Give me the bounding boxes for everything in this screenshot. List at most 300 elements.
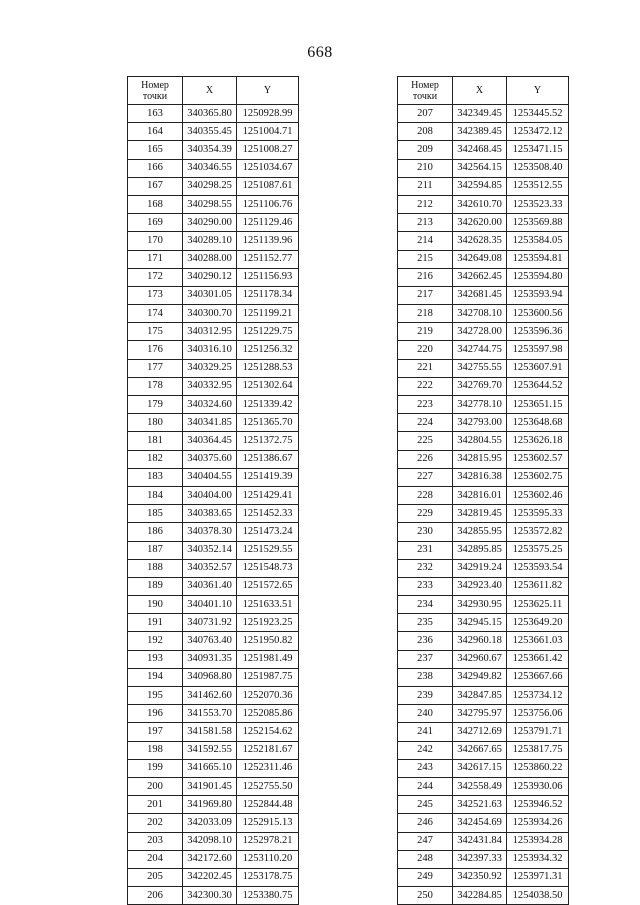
point-number-cell: 229 bbox=[398, 505, 453, 523]
point-number-cell: 166 bbox=[128, 159, 183, 177]
point-number-cell: 243 bbox=[398, 759, 453, 777]
x-coordinate-cell: 342558.49 bbox=[453, 777, 507, 795]
y-coordinate-cell: 1252755.50 bbox=[237, 777, 299, 795]
x-coordinate-cell: 342816.38 bbox=[453, 468, 507, 486]
y-coordinate-cell: 1253661.03 bbox=[507, 632, 569, 650]
y-coordinate-cell: 1251139.96 bbox=[237, 232, 299, 250]
table-row bbox=[128, 887, 299, 905]
x-coordinate-cell: 342300.30 bbox=[183, 887, 237, 905]
y-coordinate-cell: 1253471.15 bbox=[507, 141, 569, 159]
point-number-cell: 205 bbox=[128, 868, 183, 886]
point-number-cell: 178 bbox=[128, 377, 183, 395]
y-coordinate-cell: 1253611.82 bbox=[507, 577, 569, 595]
point-number-cell: 226 bbox=[398, 450, 453, 468]
y-coordinate-cell: 1253512.55 bbox=[507, 177, 569, 195]
x-coordinate-cell: 342564.15 bbox=[453, 159, 507, 177]
x-coordinate-cell: 342728.00 bbox=[453, 323, 507, 341]
point-number-cell: 190 bbox=[128, 596, 183, 614]
x-coordinate-cell: 342930.95 bbox=[453, 596, 507, 614]
coordinates-table-left bbox=[127, 76, 299, 905]
point-number-cell: 196 bbox=[128, 705, 183, 723]
x-coordinate-cell: 340378.30 bbox=[183, 523, 237, 541]
point-number-header-line1: Номер bbox=[411, 79, 439, 91]
table-row bbox=[128, 814, 299, 832]
x-coordinate-cell: 342431.84 bbox=[453, 832, 507, 850]
y-coordinate-cell: 1253572.82 bbox=[507, 523, 569, 541]
y-coordinate-cell: 1253110.20 bbox=[237, 850, 299, 868]
point-number-cell: 219 bbox=[398, 323, 453, 341]
table-row bbox=[128, 559, 299, 577]
x-header: X bbox=[453, 77, 507, 105]
y-coordinate-cell: 1251256.32 bbox=[237, 341, 299, 359]
x-coordinate-cell: 340324.60 bbox=[183, 396, 237, 414]
point-number-cell: 192 bbox=[128, 632, 183, 650]
table-header-row bbox=[128, 77, 299, 105]
point-number-cell: 245 bbox=[398, 796, 453, 814]
y-coordinate-cell: 1253644.52 bbox=[507, 377, 569, 395]
table-row bbox=[128, 123, 299, 141]
y-coordinate-cell: 1251178.34 bbox=[237, 286, 299, 304]
point-number-cell: 171 bbox=[128, 250, 183, 268]
x-coordinate-cell: 342350.92 bbox=[453, 868, 507, 886]
x-coordinate-cell: 342649.08 bbox=[453, 250, 507, 268]
y-coordinate-cell: 1253380.75 bbox=[237, 887, 299, 905]
point-number-cell: 189 bbox=[128, 577, 183, 595]
y-coordinate-cell: 1251981.49 bbox=[237, 650, 299, 668]
point-number-cell: 169 bbox=[128, 214, 183, 232]
x-coordinate-cell: 342521.63 bbox=[453, 796, 507, 814]
x-coordinate-cell: 340312.95 bbox=[183, 323, 237, 341]
x-coordinate-cell: 341969.80 bbox=[183, 796, 237, 814]
x-coordinate-cell: 341553.70 bbox=[183, 705, 237, 723]
x-coordinate-cell: 342397.33 bbox=[453, 850, 507, 868]
point-number-cell: 179 bbox=[128, 396, 183, 414]
y-coordinate-cell: 1251473.24 bbox=[237, 523, 299, 541]
point-number-cell: 242 bbox=[398, 741, 453, 759]
x-coordinate-cell: 342949.82 bbox=[453, 668, 507, 686]
point-number-cell: 181 bbox=[128, 432, 183, 450]
y-coordinate-cell: 1251419.39 bbox=[237, 468, 299, 486]
y-coordinate-cell: 1251923.25 bbox=[237, 614, 299, 632]
table-row bbox=[128, 759, 299, 777]
y-coordinate-cell: 1252085.86 bbox=[237, 705, 299, 723]
y-coordinate-cell: 1251386.67 bbox=[237, 450, 299, 468]
x-coordinate-cell: 341581.58 bbox=[183, 723, 237, 741]
table-row bbox=[128, 195, 299, 213]
table-row bbox=[398, 105, 569, 123]
x-coordinate-cell: 342202.45 bbox=[183, 868, 237, 886]
y-coordinate-cell: 1251429.41 bbox=[237, 486, 299, 504]
y-coordinate-cell: 1253472.12 bbox=[507, 123, 569, 141]
table-row bbox=[128, 777, 299, 795]
point-number-cell: 238 bbox=[398, 668, 453, 686]
x-coordinate-cell: 342708.10 bbox=[453, 305, 507, 323]
y-coordinate-cell: 1251229.75 bbox=[237, 323, 299, 341]
point-number-cell: 188 bbox=[128, 559, 183, 577]
table-row bbox=[128, 377, 299, 395]
x-coordinate-cell: 340401.10 bbox=[183, 596, 237, 614]
table-row bbox=[398, 777, 569, 795]
y-coordinate-cell: 1253595.33 bbox=[507, 505, 569, 523]
y-coordinate-cell: 1252844.48 bbox=[237, 796, 299, 814]
table-row bbox=[398, 195, 569, 213]
table-row bbox=[398, 705, 569, 723]
y-coordinate-cell: 1253575.25 bbox=[507, 541, 569, 559]
x-coordinate-cell: 342945.15 bbox=[453, 614, 507, 632]
x-coordinate-cell: 340301.05 bbox=[183, 286, 237, 304]
point-number-cell: 182 bbox=[128, 450, 183, 468]
table-row bbox=[398, 432, 569, 450]
table-row bbox=[128, 650, 299, 668]
y-coordinate-cell: 1251302.64 bbox=[237, 377, 299, 395]
coordinates-table-right-body bbox=[398, 105, 569, 905]
point-number-header-line2: точки bbox=[142, 90, 168, 102]
point-number-cell: 180 bbox=[128, 414, 183, 432]
point-number-cell: 207 bbox=[398, 105, 453, 123]
table-row bbox=[128, 141, 299, 159]
y-coordinate-cell: 1253596.36 bbox=[507, 323, 569, 341]
x-coordinate-cell: 342960.67 bbox=[453, 650, 507, 668]
y-coordinate-cell: 1253594.80 bbox=[507, 268, 569, 286]
x-coordinate-cell: 340300.70 bbox=[183, 305, 237, 323]
point-number-cell: 239 bbox=[398, 687, 453, 705]
point-number-cell: 175 bbox=[128, 323, 183, 341]
table-row bbox=[398, 632, 569, 650]
point-number-cell: 173 bbox=[128, 286, 183, 304]
x-coordinate-cell: 340288.00 bbox=[183, 250, 237, 268]
y-coordinate-cell: 1252978.21 bbox=[237, 832, 299, 850]
y-coordinate-cell: 1252181.67 bbox=[237, 741, 299, 759]
y-coordinate-cell: 1253602.46 bbox=[507, 486, 569, 504]
x-coordinate-cell: 340298.55 bbox=[183, 195, 237, 213]
table-row bbox=[128, 105, 299, 123]
table-row bbox=[128, 486, 299, 504]
point-number-cell: 250 bbox=[398, 887, 453, 905]
x-coordinate-cell: 342960.18 bbox=[453, 632, 507, 650]
x-coordinate-cell: 341592.55 bbox=[183, 741, 237, 759]
point-number-cell: 210 bbox=[398, 159, 453, 177]
table-row bbox=[398, 523, 569, 541]
x-coordinate-cell: 342804.55 bbox=[453, 432, 507, 450]
y-coordinate-cell: 1252311.46 bbox=[237, 759, 299, 777]
x-coordinate-cell: 342793.00 bbox=[453, 414, 507, 432]
y-coordinate-cell: 1253971.31 bbox=[507, 868, 569, 886]
point-number-cell: 227 bbox=[398, 468, 453, 486]
x-coordinate-cell: 340290.12 bbox=[183, 268, 237, 286]
y-coordinate-cell: 1252915.13 bbox=[237, 814, 299, 832]
point-number-cell: 234 bbox=[398, 596, 453, 614]
point-number-cell: 209 bbox=[398, 141, 453, 159]
x-coordinate-cell: 340404.55 bbox=[183, 468, 237, 486]
x-coordinate-cell: 340375.60 bbox=[183, 450, 237, 468]
point-number-cell: 225 bbox=[398, 432, 453, 450]
table-row bbox=[128, 468, 299, 486]
x-coordinate-cell: 342667.65 bbox=[453, 741, 507, 759]
point-number-cell: 236 bbox=[398, 632, 453, 650]
point-number-cell: 222 bbox=[398, 377, 453, 395]
y-coordinate-cell: 1251548.73 bbox=[237, 559, 299, 577]
table-row bbox=[128, 868, 299, 886]
point-number-cell: 199 bbox=[128, 759, 183, 777]
table-row bbox=[398, 450, 569, 468]
point-number-cell: 240 bbox=[398, 705, 453, 723]
point-number-cell: 198 bbox=[128, 741, 183, 759]
point-number-header-line2: точки bbox=[412, 90, 438, 102]
table-row bbox=[398, 832, 569, 850]
y-coordinate-cell: 1251452.33 bbox=[237, 505, 299, 523]
table-row bbox=[128, 541, 299, 559]
y-coordinate-cell: 1251633.51 bbox=[237, 596, 299, 614]
x-coordinate-cell: 342172.60 bbox=[183, 850, 237, 868]
table-row bbox=[398, 232, 569, 250]
page-number: 668 bbox=[307, 44, 333, 61]
x-coordinate-cell: 340298.25 bbox=[183, 177, 237, 195]
y-coordinate-cell: 1251004.71 bbox=[237, 123, 299, 141]
table-row bbox=[398, 814, 569, 832]
table-row bbox=[398, 286, 569, 304]
x-coordinate-cell: 340289.10 bbox=[183, 232, 237, 250]
x-coordinate-cell: 342620.00 bbox=[453, 214, 507, 232]
point-number-cell: 185 bbox=[128, 505, 183, 523]
x-coordinate-cell: 342468.45 bbox=[453, 141, 507, 159]
y-header: Y bbox=[507, 77, 569, 105]
y-coordinate-cell: 1253930.06 bbox=[507, 777, 569, 795]
x-coordinate-cell: 340316.10 bbox=[183, 341, 237, 359]
point-number-cell: 223 bbox=[398, 396, 453, 414]
y-coordinate-cell: 1250928.99 bbox=[237, 105, 299, 123]
point-number-header bbox=[128, 77, 183, 105]
point-number-cell: 191 bbox=[128, 614, 183, 632]
y-coordinate-cell: 1253569.88 bbox=[507, 214, 569, 232]
y-coordinate-cell: 1253734.12 bbox=[507, 687, 569, 705]
table-row bbox=[398, 214, 569, 232]
point-number-cell: 186 bbox=[128, 523, 183, 541]
x-coordinate-cell: 342454.69 bbox=[453, 814, 507, 832]
x-coordinate-cell: 340968.80 bbox=[183, 668, 237, 686]
table-row bbox=[398, 796, 569, 814]
y-coordinate-cell: 1251152.77 bbox=[237, 250, 299, 268]
y-coordinate-cell: 1253860.22 bbox=[507, 759, 569, 777]
table-row bbox=[398, 468, 569, 486]
table-row bbox=[398, 687, 569, 705]
point-number-cell: 224 bbox=[398, 414, 453, 432]
coordinates-table-right bbox=[397, 76, 569, 905]
point-number-cell: 213 bbox=[398, 214, 453, 232]
x-header: X bbox=[183, 77, 237, 105]
table-row bbox=[128, 414, 299, 432]
x-coordinate-cell: 340346.55 bbox=[183, 159, 237, 177]
y-coordinate-cell: 1253593.94 bbox=[507, 286, 569, 304]
point-number-cell: 172 bbox=[128, 268, 183, 286]
y-coordinate-cell: 1253607.91 bbox=[507, 359, 569, 377]
x-coordinate-cell: 342349.45 bbox=[453, 105, 507, 123]
table-row bbox=[128, 286, 299, 304]
table-row bbox=[128, 632, 299, 650]
table-row bbox=[398, 341, 569, 359]
x-coordinate-cell: 342815.95 bbox=[453, 450, 507, 468]
y-coordinate-cell: 1253756.06 bbox=[507, 705, 569, 723]
table-row bbox=[128, 614, 299, 632]
table-row bbox=[128, 796, 299, 814]
x-coordinate-cell: 342712.69 bbox=[453, 723, 507, 741]
table-row bbox=[128, 323, 299, 341]
table-row bbox=[128, 305, 299, 323]
y-coordinate-cell: 1251529.55 bbox=[237, 541, 299, 559]
point-number-cell: 184 bbox=[128, 486, 183, 504]
point-number-cell: 220 bbox=[398, 341, 453, 359]
y-coordinate-cell: 1253934.28 bbox=[507, 832, 569, 850]
table-row bbox=[398, 759, 569, 777]
table-row bbox=[398, 250, 569, 268]
point-number-cell: 216 bbox=[398, 268, 453, 286]
point-number-cell: 228 bbox=[398, 486, 453, 504]
point-number-cell: 246 bbox=[398, 814, 453, 832]
point-number-cell: 241 bbox=[398, 723, 453, 741]
table-row bbox=[128, 505, 299, 523]
point-number-cell: 248 bbox=[398, 850, 453, 868]
y-coordinate-cell: 1251288.53 bbox=[237, 359, 299, 377]
y-coordinate-cell: 1253523.33 bbox=[507, 195, 569, 213]
table-row bbox=[398, 141, 569, 159]
y-coordinate-cell: 1253651.15 bbox=[507, 396, 569, 414]
x-coordinate-cell: 342628.35 bbox=[453, 232, 507, 250]
x-coordinate-cell: 340365.80 bbox=[183, 105, 237, 123]
point-number-cell: 170 bbox=[128, 232, 183, 250]
table-row bbox=[128, 832, 299, 850]
point-number-header-line1: Номер bbox=[141, 79, 169, 91]
y-coordinate-cell: 1253602.57 bbox=[507, 450, 569, 468]
table-row bbox=[128, 687, 299, 705]
x-coordinate-cell: 340352.57 bbox=[183, 559, 237, 577]
table-row bbox=[398, 486, 569, 504]
point-number-header bbox=[398, 77, 453, 105]
x-coordinate-cell: 340352.14 bbox=[183, 541, 237, 559]
point-number-cell: 167 bbox=[128, 177, 183, 195]
table-row bbox=[128, 523, 299, 541]
y-coordinate-cell: 1253946.52 bbox=[507, 796, 569, 814]
table-row bbox=[398, 596, 569, 614]
x-coordinate-cell: 340290.00 bbox=[183, 214, 237, 232]
y-coordinate-cell: 1253597.98 bbox=[507, 341, 569, 359]
x-coordinate-cell: 341665.10 bbox=[183, 759, 237, 777]
x-coordinate-cell: 342795.97 bbox=[453, 705, 507, 723]
point-number-cell: 203 bbox=[128, 832, 183, 850]
x-coordinate-cell: 342778.10 bbox=[453, 396, 507, 414]
y-coordinate-cell: 1253594.81 bbox=[507, 250, 569, 268]
x-coordinate-cell: 340763.40 bbox=[183, 632, 237, 650]
point-number-cell: 174 bbox=[128, 305, 183, 323]
point-number-cell: 168 bbox=[128, 195, 183, 213]
point-number-cell: 249 bbox=[398, 868, 453, 886]
table-row bbox=[398, 396, 569, 414]
table-row bbox=[128, 596, 299, 614]
point-number-cell: 233 bbox=[398, 577, 453, 595]
x-coordinate-cell: 340731.92 bbox=[183, 614, 237, 632]
y-coordinate-cell: 1254038.50 bbox=[507, 887, 569, 905]
point-number-cell: 163 bbox=[128, 105, 183, 123]
point-number-cell: 204 bbox=[128, 850, 183, 868]
table-row bbox=[398, 414, 569, 432]
table-row bbox=[398, 377, 569, 395]
x-coordinate-cell: 342819.45 bbox=[453, 505, 507, 523]
x-coordinate-cell: 340931.35 bbox=[183, 650, 237, 668]
point-number-cell: 218 bbox=[398, 305, 453, 323]
table-row bbox=[398, 123, 569, 141]
y-coordinate-cell: 1251572.65 bbox=[237, 577, 299, 595]
table-row bbox=[128, 214, 299, 232]
x-coordinate-cell: 342919.24 bbox=[453, 559, 507, 577]
y-coordinate-cell: 1251950.82 bbox=[237, 632, 299, 650]
y-coordinate-cell: 1253600.56 bbox=[507, 305, 569, 323]
x-coordinate-cell: 342816.01 bbox=[453, 486, 507, 504]
y-coordinate-cell: 1251129.46 bbox=[237, 214, 299, 232]
x-coordinate-cell: 342662.45 bbox=[453, 268, 507, 286]
table-header-row bbox=[398, 77, 569, 105]
table-row bbox=[128, 705, 299, 723]
y-coordinate-cell: 1251106.76 bbox=[237, 195, 299, 213]
point-number-cell: 183 bbox=[128, 468, 183, 486]
x-coordinate-cell: 340404.00 bbox=[183, 486, 237, 504]
x-coordinate-cell: 342098.10 bbox=[183, 832, 237, 850]
x-coordinate-cell: 340361.40 bbox=[183, 577, 237, 595]
y-header: Y bbox=[237, 77, 299, 105]
point-number-cell: 215 bbox=[398, 250, 453, 268]
x-coordinate-cell: 342744.75 bbox=[453, 341, 507, 359]
table-row bbox=[398, 868, 569, 886]
table-row bbox=[398, 541, 569, 559]
table-row bbox=[398, 177, 569, 195]
table-row bbox=[398, 614, 569, 632]
table-row bbox=[398, 577, 569, 595]
table-row bbox=[398, 505, 569, 523]
point-number-cell: 217 bbox=[398, 286, 453, 304]
table-row bbox=[128, 577, 299, 595]
table-row bbox=[398, 668, 569, 686]
y-coordinate-cell: 1253667.66 bbox=[507, 668, 569, 686]
table-row bbox=[398, 741, 569, 759]
y-coordinate-cell: 1251987.75 bbox=[237, 668, 299, 686]
point-number-cell: 235 bbox=[398, 614, 453, 632]
x-coordinate-cell: 340364.45 bbox=[183, 432, 237, 450]
y-coordinate-cell: 1251199.21 bbox=[237, 305, 299, 323]
table-row bbox=[128, 250, 299, 268]
table-row bbox=[398, 559, 569, 577]
coordinates-table-left-body bbox=[128, 105, 299, 905]
y-coordinate-cell: 1253648.68 bbox=[507, 414, 569, 432]
y-coordinate-cell: 1253593.54 bbox=[507, 559, 569, 577]
point-number-cell: 177 bbox=[128, 359, 183, 377]
y-coordinate-cell: 1253661.42 bbox=[507, 650, 569, 668]
point-number-cell: 232 bbox=[398, 559, 453, 577]
x-coordinate-cell: 342617.15 bbox=[453, 759, 507, 777]
point-number-cell: 221 bbox=[398, 359, 453, 377]
x-coordinate-cell: 342610.70 bbox=[453, 195, 507, 213]
point-number-cell: 165 bbox=[128, 141, 183, 159]
x-coordinate-cell: 340355.45 bbox=[183, 123, 237, 141]
y-coordinate-cell: 1253508.40 bbox=[507, 159, 569, 177]
y-coordinate-cell: 1253584.05 bbox=[507, 232, 569, 250]
table-row bbox=[128, 668, 299, 686]
y-coordinate-cell: 1251087.61 bbox=[237, 177, 299, 195]
point-number-cell: 193 bbox=[128, 650, 183, 668]
point-number-cell: 201 bbox=[128, 796, 183, 814]
table-row bbox=[128, 450, 299, 468]
table-row bbox=[128, 268, 299, 286]
y-coordinate-cell: 1251156.93 bbox=[237, 268, 299, 286]
x-coordinate-cell: 342594.85 bbox=[453, 177, 507, 195]
y-coordinate-cell: 1253445.52 bbox=[507, 105, 569, 123]
point-number-cell: 247 bbox=[398, 832, 453, 850]
